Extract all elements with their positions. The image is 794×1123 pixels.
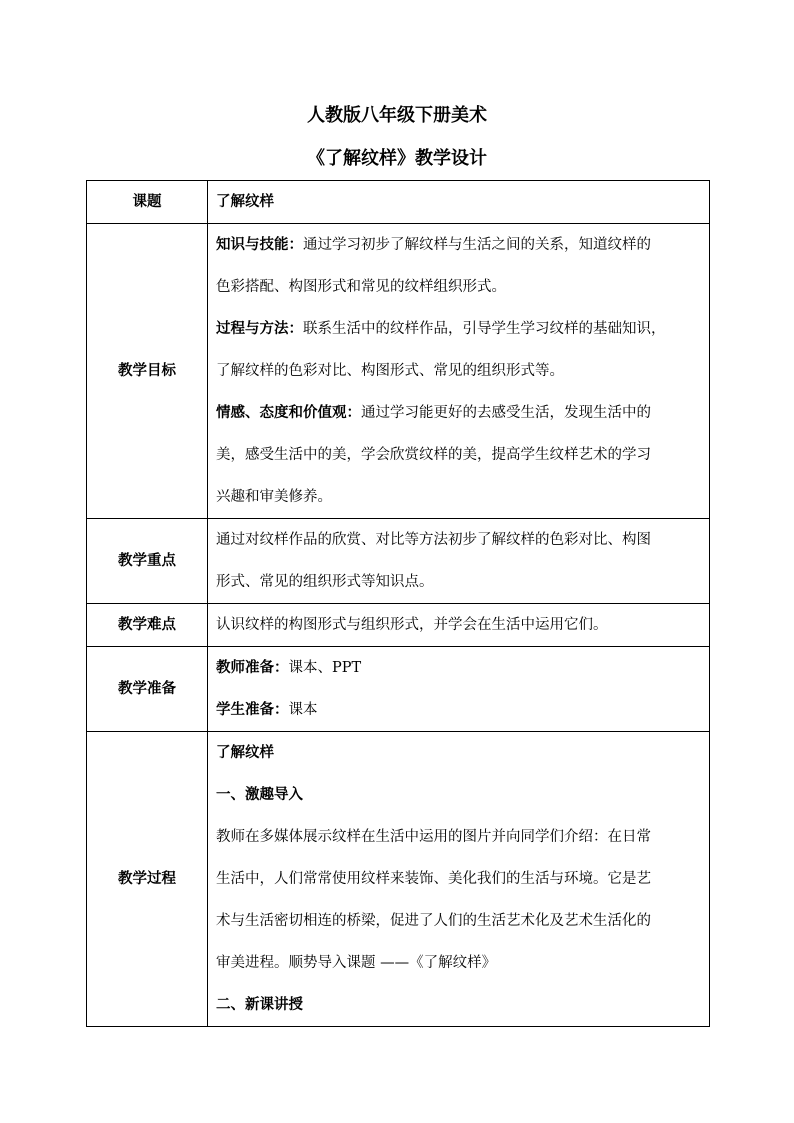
lesson-plan-table bbox=[86, 180, 710, 1027]
goal-process-heading: 过程与方法： bbox=[216, 321, 303, 337]
label-process: 教学过程 bbox=[87, 732, 208, 1027]
row-difficulties bbox=[87, 604, 710, 647]
goal-knowledge-line1 bbox=[216, 224, 701, 266]
goal-process-line2: 了解纹样的色彩对比、构图形式、常见的组织形式等。 bbox=[216, 363, 564, 379]
label-goals: 教学目标 bbox=[87, 224, 208, 519]
prep-student-heading: 学生准备： bbox=[216, 702, 289, 718]
prep-student-value: 课本 bbox=[288, 702, 318, 718]
value-goals bbox=[208, 224, 710, 519]
goal-process-line1 bbox=[216, 308, 701, 350]
prep-teacher bbox=[216, 647, 701, 689]
key-points-line2: 形式、常见的组织形式等知识点。 bbox=[216, 574, 434, 590]
goal-emotion-line2: 美，感受生活中的美，学会欣赏纹样的美，提高学生纹样艺术的学习 bbox=[216, 447, 651, 463]
topic-text: 了解纹样 bbox=[216, 194, 274, 210]
document-title: 人教版八年级下册美术 bbox=[307, 105, 487, 126]
value-topic bbox=[208, 181, 710, 224]
row-topic bbox=[87, 181, 710, 224]
value-difficulties bbox=[208, 604, 710, 647]
goal-emotion-line1 bbox=[216, 392, 701, 434]
goal-emotion-heading: 情感、态度和价值观： bbox=[216, 405, 361, 421]
prep-teacher-heading: 教师准备： bbox=[216, 660, 289, 676]
goal-process-text1: 联系生活中的纹样作品，引导学生学习纹样的基础知识， bbox=[303, 321, 666, 337]
row-key-points bbox=[87, 519, 710, 604]
process-para-line4: 审美进程。顺势导入课题 ——《了解纹样》 bbox=[216, 955, 497, 971]
row-preparation bbox=[87, 647, 710, 732]
process-subtitle: 了解纹样 bbox=[216, 745, 274, 761]
value-preparation bbox=[208, 647, 710, 732]
process-section1: 一、激趣导入 bbox=[216, 787, 303, 803]
prep-teacher-value: 课本、PPT bbox=[288, 660, 362, 676]
value-key-points bbox=[208, 519, 710, 604]
process-para-line1: 教师在多媒体展示纹样在生活中运用的图片并向同学们介绍：在日常 bbox=[216, 829, 651, 845]
value-process bbox=[208, 732, 710, 1027]
process-section2: 二、新课讲授 bbox=[216, 997, 303, 1013]
label-preparation: 教学准备 bbox=[87, 647, 208, 732]
goal-emotion-line3: 兴趣和审美修养。 bbox=[216, 489, 332, 505]
row-process bbox=[87, 732, 710, 1027]
label-topic: 课题 bbox=[87, 181, 208, 224]
key-points-line1: 通过对纹样作品的欣赏、对比等方法初步了解纹样的色彩对比、构图 bbox=[216, 532, 651, 548]
row-goals bbox=[87, 224, 710, 519]
document-subtitle: 《了解纹样》教学设计 bbox=[307, 148, 487, 169]
goal-knowledge-heading: 知识与技能： bbox=[216, 237, 303, 253]
label-key-points: 教学重点 bbox=[87, 519, 208, 604]
goal-knowledge-text1: 通过学习初步了解纹样与生活之间的关系，知道纹样的 bbox=[303, 237, 651, 253]
goal-knowledge-line2: 色彩搭配、构图形式和常见的纹样组织形式。 bbox=[216, 279, 506, 295]
difficulties-line1: 认识纹样的构图形式与组织形式，并学会在生活中运用它们。 bbox=[216, 617, 608, 633]
process-para-line3: 术与生活密切相连的桥梁，促进了人们的生活艺术化及艺术生活化的 bbox=[216, 913, 651, 929]
goal-emotion-text1: 通过学习能更好的去感受生活，发现生活中的 bbox=[361, 405, 651, 421]
process-para-line2: 生活中，人们常常使用纹样来装饰、美化我们的生活与环境。它是艺 bbox=[216, 871, 651, 887]
label-difficulties: 教学难点 bbox=[87, 604, 208, 647]
prep-student bbox=[216, 689, 701, 731]
